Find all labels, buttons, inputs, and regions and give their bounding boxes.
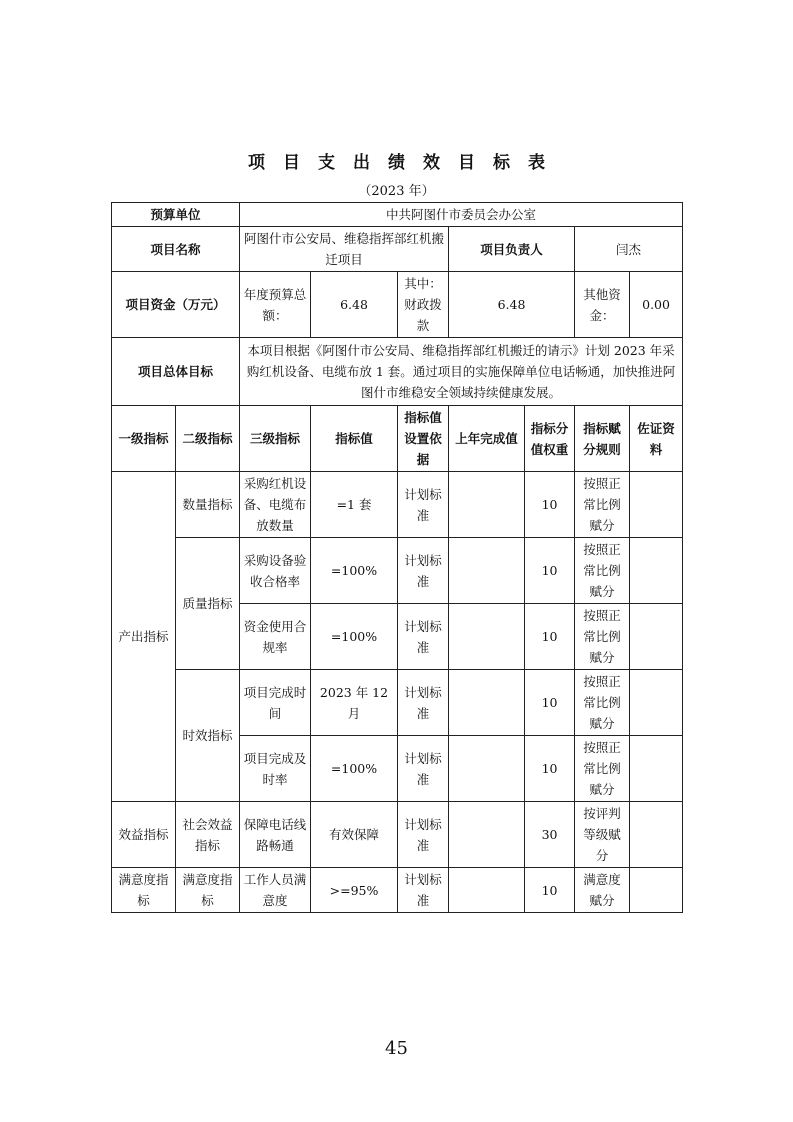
indicator-proof xyxy=(630,802,683,868)
other-funds-value: 0.00 xyxy=(630,272,683,338)
indicator-value: =100% xyxy=(311,538,398,604)
indicator-basis: 计划标准 xyxy=(398,472,449,538)
indicator-value: =1 套 xyxy=(311,472,398,538)
group-social: 社会效益指标 xyxy=(176,802,240,868)
header-basis: 指标值设置依据 xyxy=(398,406,449,472)
header-proof: 佐证资料 xyxy=(630,406,683,472)
indicator-basis: 计划标准 xyxy=(398,670,449,736)
indicator-rule: 满意度赋分 xyxy=(575,868,630,913)
header-value: 指标值 xyxy=(311,406,398,472)
indicator-proof xyxy=(630,670,683,736)
indicator-basis: 计划标准 xyxy=(398,736,449,802)
header-level2: 二级指标 xyxy=(176,406,240,472)
indicator-last-year xyxy=(449,736,525,802)
indicator-value: 有效保障 xyxy=(311,802,398,868)
table-row xyxy=(112,538,683,604)
table-row xyxy=(112,868,683,913)
indicator-basis: 计划标准 xyxy=(398,538,449,604)
table-row xyxy=(112,802,683,868)
indicator-name: 工作人员满意度 xyxy=(240,868,311,913)
header-last-year: 上年完成值 xyxy=(449,406,525,472)
table-row xyxy=(112,472,683,538)
indicator-value: =100% xyxy=(311,604,398,670)
indicator-last-year xyxy=(449,868,525,913)
indicator-weight: 10 xyxy=(525,736,575,802)
indicator-name: 采购设备验收合格率 xyxy=(240,538,311,604)
indicator-last-year xyxy=(449,538,525,604)
indicator-last-year xyxy=(449,802,525,868)
indicator-proof xyxy=(630,538,683,604)
header-weight: 指标分值权重 xyxy=(525,406,575,472)
overall-goal-value: 本项目根据《阿图什市公安局、维稳指挥部红机搬迁的请示》计划 2023 年采购红机设备、电缆布放 1 套。通过项目的实施保障单位电话畅通，加快推进阿图什市维稳安全领域持续健康发展。 xyxy=(240,338,683,406)
indicator-name: 项目完成及时率 xyxy=(240,736,311,802)
indicator-proof xyxy=(630,736,683,802)
group-satisfaction-sub: 满意度指标 xyxy=(176,868,240,913)
group-satisfaction: 满意度指标 xyxy=(112,868,176,913)
table-row xyxy=(112,670,683,736)
indicator-name: 保障电话线路畅通 xyxy=(240,802,311,868)
indicator-name: 资金使用合规率 xyxy=(240,604,311,670)
indicator-last-year xyxy=(449,472,525,538)
indicator-last-year xyxy=(449,604,525,670)
fiscal-funds-value: 6.48 xyxy=(449,272,575,338)
header-rule: 指标赋分规则 xyxy=(575,406,630,472)
page-number: 45 xyxy=(385,1038,408,1059)
header-level1: 一级指标 xyxy=(112,406,176,472)
project-leader-value: 闫杰 xyxy=(575,227,683,272)
indicator-proof xyxy=(630,472,683,538)
indicator-rule: 按照正常比例赋分 xyxy=(575,670,630,736)
annual-budget-label: 年度预算总额： xyxy=(240,272,311,338)
project-name-value: 阿图什市公安局、维稳指挥部红机搬迁项目 xyxy=(240,227,449,272)
indicator-weight: 10 xyxy=(525,538,575,604)
indicator-rule: 按照正常比例赋分 xyxy=(575,604,630,670)
group-quantity: 数量指标 xyxy=(176,472,240,538)
overall-goal-label: 项目总体目标 xyxy=(112,338,240,406)
annual-budget-value: 6.48 xyxy=(311,272,398,338)
page-title: 项目支出绩效目标表 xyxy=(248,153,563,173)
indicator-weight: 10 xyxy=(525,670,575,736)
other-funds-label: 其他资金： xyxy=(575,272,630,338)
indicator-weight: 30 xyxy=(525,802,575,868)
indicator-weight: 10 xyxy=(525,868,575,913)
group-output: 产出指标 xyxy=(112,472,176,802)
project-name-label: 项目名称 xyxy=(112,227,240,272)
indicator-rule: 按评判等级赋分 xyxy=(575,802,630,868)
indicator-rule: 按照正常比例赋分 xyxy=(575,736,630,802)
indicator-value: 2023 年 12 月 xyxy=(311,670,398,736)
year-label: （2023 年） xyxy=(358,184,435,199)
performance-table xyxy=(111,202,683,913)
indicator-weight: 10 xyxy=(525,472,575,538)
indicator-weight: 10 xyxy=(525,604,575,670)
indicator-value: >=95% xyxy=(311,868,398,913)
group-benefit: 效益指标 xyxy=(112,802,176,868)
fiscal-funds-label: 其中：财政拨款 xyxy=(398,272,449,338)
indicator-value: =100% xyxy=(311,736,398,802)
header-level3: 三级指标 xyxy=(240,406,311,472)
indicator-name: 采购红机设备、电缆布放数量 xyxy=(240,472,311,538)
budget-unit-value: 中共阿图什市委员会办公室 xyxy=(240,203,683,227)
budget-unit-label: 预算单位 xyxy=(112,203,240,227)
indicator-name: 项目完成时间 xyxy=(240,670,311,736)
indicator-basis: 计划标准 xyxy=(398,802,449,868)
indicator-rule: 按照正常比例赋分 xyxy=(575,472,630,538)
indicator-proof xyxy=(630,868,683,913)
indicator-basis: 计划标准 xyxy=(398,604,449,670)
indicator-basis: 计划标准 xyxy=(398,868,449,913)
funds-label: 项目资金（万元） xyxy=(112,272,240,338)
indicator-rule: 按照正常比例赋分 xyxy=(575,538,630,604)
indicator-last-year xyxy=(449,670,525,736)
project-leader-label: 项目负责人 xyxy=(449,227,575,272)
group-timeliness: 时效指标 xyxy=(176,670,240,802)
group-quality: 质量指标 xyxy=(176,538,240,670)
indicator-proof xyxy=(630,604,683,670)
